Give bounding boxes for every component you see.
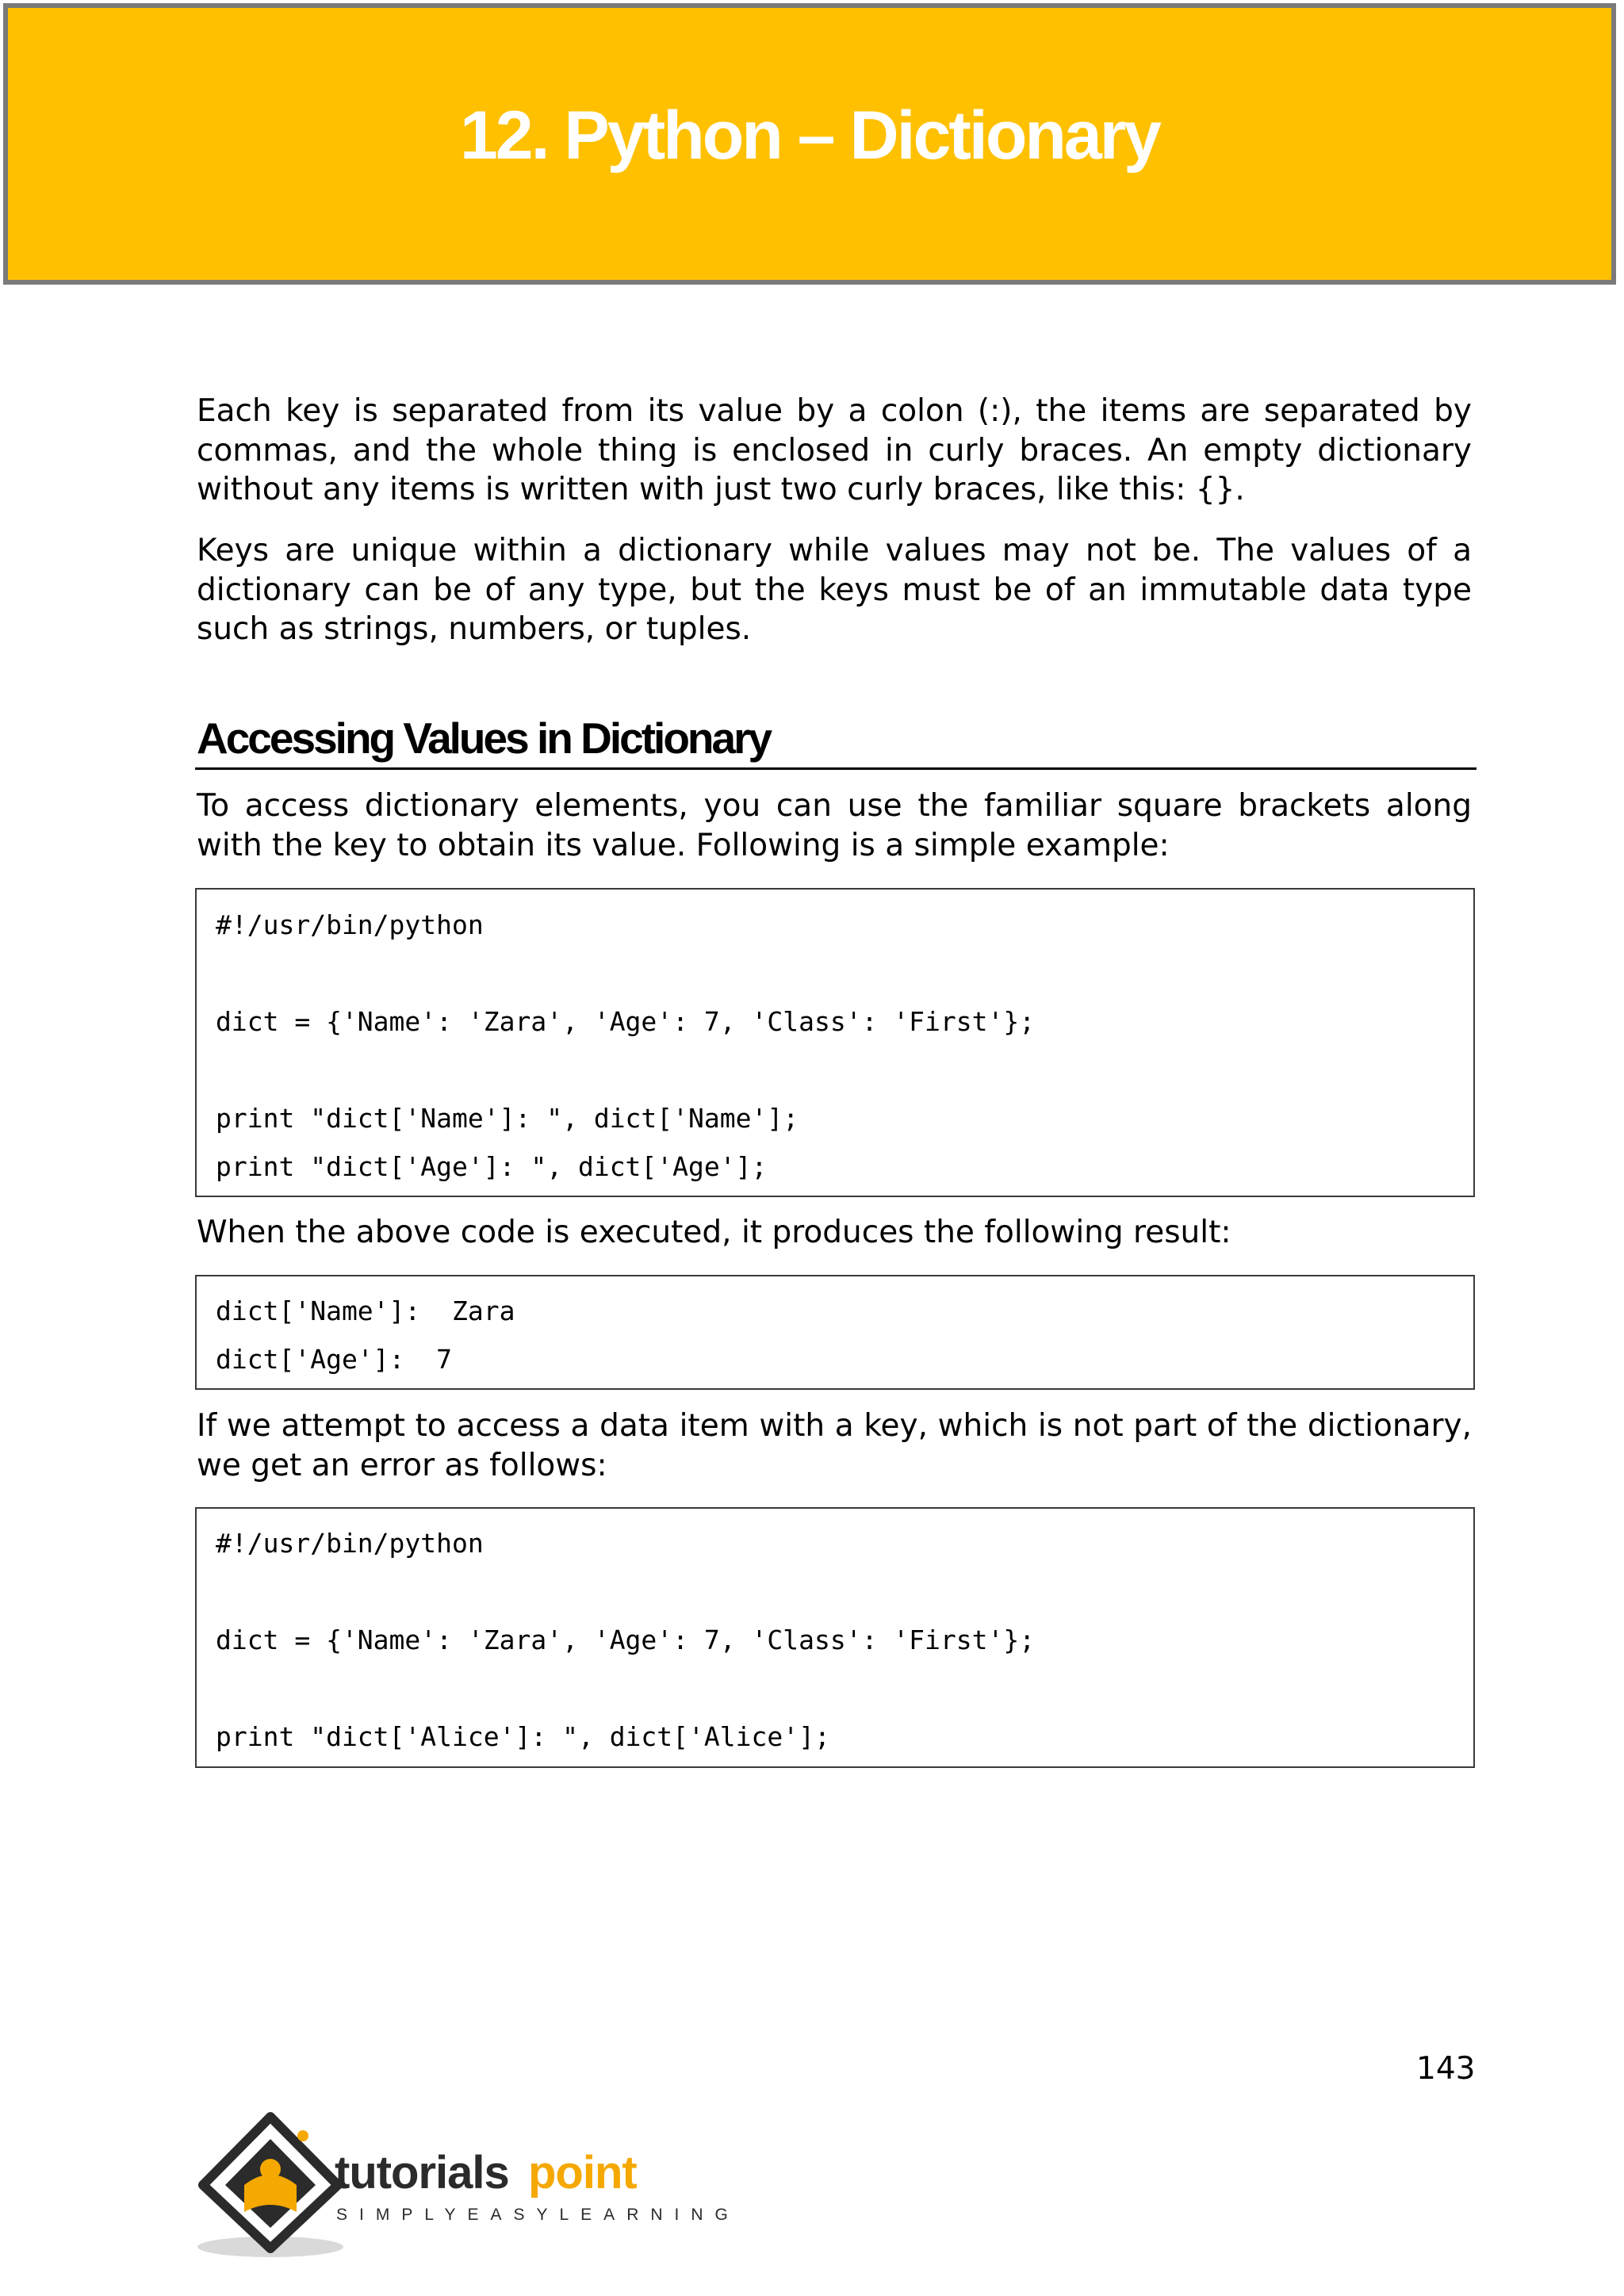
output-block-1 <box>195 1275 1475 1390</box>
code-line: print "dict['Alice']: ", dict['Alice']; <box>216 1721 830 1752</box>
code-line: print "dict['Age']: ", dict['Age']; <box>216 1151 768 1182</box>
code-line: #!/usr/bin/python <box>216 1528 484 1559</box>
logo-word-tutorials: tutorials <box>335 2147 509 2198</box>
code-line: dict = {'Name': 'Zara', 'Age': 7, 'Class': 'First'}; <box>216 1006 1036 1037</box>
output-line: dict['Name']: Zara <box>216 1295 515 1326</box>
code-block-1 <box>195 888 1475 1197</box>
chapter-title: 12. Python – Dictionary <box>459 98 1160 174</box>
logo-spark-icon <box>297 2130 308 2141</box>
section-paragraph-1: To access dictionary elements, you can use the familiar square brackets along with the key to obtain its value. Following is a simple example: <box>197 788 1472 863</box>
code-line: print "dict['Name']: ", dict['Name']; <box>216 1103 799 1134</box>
code-block-2 <box>195 1507 1475 1768</box>
section-heading-rule <box>195 767 1477 770</box>
logo-word-point: point <box>528 2147 637 2198</box>
logo-tagline: SIMPLYEASYLEARNING <box>336 2206 740 2224</box>
output-line: dict['Age']: 7 <box>216 1344 453 1375</box>
logo-head-icon <box>260 2159 281 2179</box>
section-paragraph-3: If we attempt to access a data item with a key, which is not part of the dictionary, we get an error as follows: <box>197 1408 1472 1483</box>
section-heading: Accessing Values in Dictionary <box>197 714 771 763</box>
intro-paragraph-2: Keys are unique within a dictionary while values may not be. The values of a dictionary can be of any type, but the keys must be of an immutable data type such as strings, numbers, or tuples. <box>197 533 1472 647</box>
tutorialspoint-logo <box>195 2112 740 2260</box>
code-line: dict = {'Name': 'Zara', 'Age': 7, 'Class': 'First'}; <box>216 1624 1036 1655</box>
page-number: 143 <box>1416 2051 1476 2087</box>
chapter-banner <box>3 3 1616 285</box>
section-paragraph-2: When the above code is executed, it produces the following result: <box>197 1215 1231 1250</box>
intro-paragraph-1: Each key is separated from its value by a colon (:), the items are separated by commas, and the whole thing is enclosed in curly braces. An empty dictionary without any items is written with just two curly braces, like this: {}. <box>197 393 1472 507</box>
code-line: #!/usr/bin/python <box>216 909 484 940</box>
